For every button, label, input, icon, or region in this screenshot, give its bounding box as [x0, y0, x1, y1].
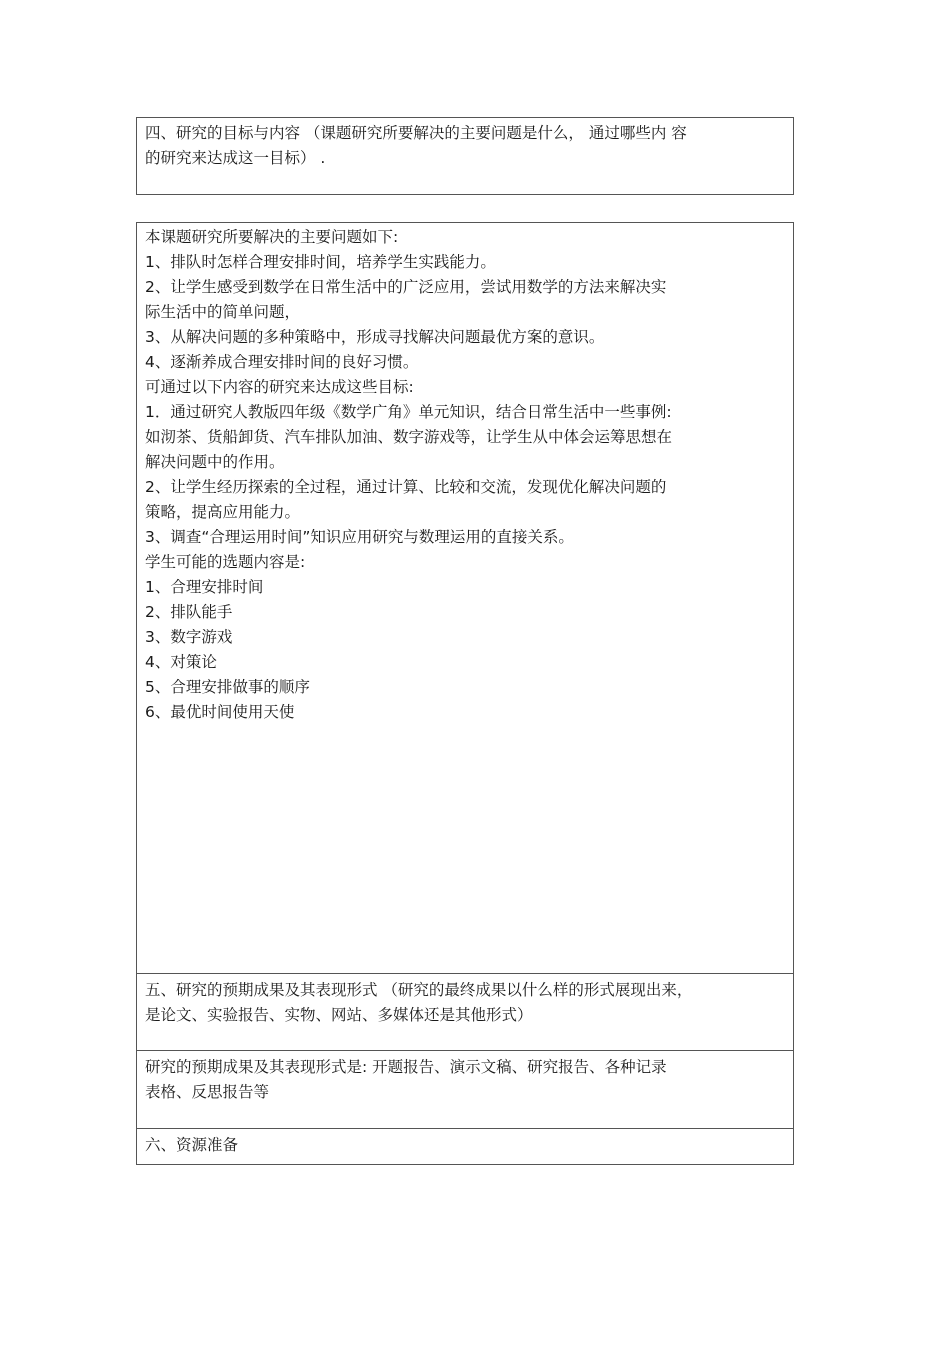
topic-item: 6、最优时间使用天使 [145, 703, 295, 721]
method-item-continued: 策略，提高应用能力。 [145, 503, 301, 521]
topic-item: 5、合理安排做事的顺序 [145, 678, 310, 696]
method-item: 1．通过研究人教版四年级《数学广角》单元知识，结合日常生活中一些事例: [145, 403, 672, 421]
method-item: 3、调查“合理运用时间”知识应用研究与数理运用的直接关系。 [145, 528, 574, 546]
topic-item: 4、对策论 [145, 653, 217, 671]
section4-heading-line-2: 的研究来达成这一目标） . [145, 149, 326, 167]
problem-item: 2、让学生感受到数学在日常生活中的广泛应用，尝试用数学的方法来解决实 [145, 278, 667, 296]
problem-item-continued: 际生活中的简单问题， [145, 303, 301, 321]
methods-intro: 可通过以下内容的研究来达成这些目标: [145, 378, 414, 396]
outcome-line-2: 表格、反思报告等 [145, 1083, 270, 1101]
outcome-content-cell [137, 1050, 793, 1128]
method-item-continued: 解决问题中的作用。 [145, 453, 285, 471]
method-item: 2、让学生经历探索的全过程，通过计算、比较和交流，发现优化解决问题的 [145, 478, 667, 496]
topic-item: 3、数字游戏 [145, 628, 233, 646]
section5-heading-line-1: 五、研究的预期成果及其表现形式 （研究的最终成果以什么样的形式展现出来， [145, 981, 693, 999]
topic-item: 1、合理安排时间 [145, 578, 264, 596]
research-plan-table [136, 222, 794, 1165]
outcome-line-1: 研究的预期成果及其表现形式是: 开题报告、演示文稿、研究报告、各种记录 [145, 1058, 667, 1076]
section4-heading-line-1: 四、研究的目标与内容 （课题研究所要解决的主要问题是什么， 通过哪些内 容 [145, 124, 687, 142]
problem-item: 1、排队时怎样合理安排时间，培养学生实践能力。 [145, 253, 496, 271]
topics-intro: 学生可能的选题内容是: [145, 553, 306, 571]
section4-heading-box [136, 117, 794, 195]
goals-content-cell [137, 223, 793, 973]
section6-heading: 六、资源准备 [145, 1136, 239, 1154]
section6-heading-cell [137, 1128, 793, 1166]
problem-item: 3、从解决问题的多种策略中，形成寻找解决问题最优方案的意识。 [145, 328, 605, 346]
section5-heading-line-2: 是论文、实验报告、实物、网站、多媒体还是其他形式） [145, 1006, 533, 1024]
section5-heading-cell [137, 973, 793, 1050]
problem-item: 4、逐渐养成合理安排时间的良好习惯。 [145, 353, 419, 371]
goals-intro: 本课题研究所要解决的主要问题如下: [145, 228, 399, 246]
topic-item: 2、排队能手 [145, 603, 233, 621]
method-item-continued: 如沏茶、货船卸货、汽车排队加油、数字游戏等，让学生从中体会运筹思想在 [145, 428, 673, 446]
